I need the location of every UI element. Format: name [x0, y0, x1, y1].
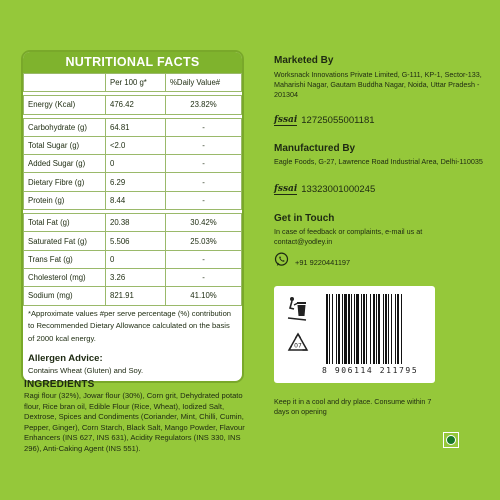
- nutrient-dv: -: [166, 250, 242, 268]
- nutrition-row: [24, 118, 242, 136]
- barcode-bar: [391, 294, 392, 364]
- veg-mark-icon: [443, 432, 459, 448]
- nutrition-header-row: [24, 74, 242, 92]
- barcode-bar: [332, 294, 333, 364]
- marketed-fssai: [274, 115, 375, 126]
- contact-phone-row: [274, 252, 350, 272]
- nutrient-value: 5.506: [106, 232, 166, 250]
- nutrient-dv: 23.82%: [166, 96, 242, 114]
- barcode-bar: [351, 294, 352, 364]
- recycle-code: 07: [294, 342, 302, 350]
- nutrient-dv: 25.03%: [166, 232, 242, 250]
- fssai-logo: fssai: [274, 183, 298, 194]
- nutrient-name: Saturated Fat (g): [24, 232, 106, 250]
- manufactured-fssai: [274, 184, 375, 195]
- nutrient-value: 6.29: [106, 173, 166, 191]
- bin-icon: [286, 296, 308, 327]
- nutrient-name: Cholesterol (mg): [24, 268, 106, 286]
- barcode-bar: [336, 294, 337, 364]
- nutrient-name: Dietary Fibre (g): [24, 173, 106, 191]
- header-cell: Per 100 g*: [106, 74, 166, 92]
- nutrient-dv: -: [166, 173, 242, 191]
- marketed-title: Marketed By: [274, 55, 334, 66]
- barcode-bar: [401, 294, 402, 364]
- manufactured-address: Eagle Foods, G-27, Lawrence Road Industrial Area, Delhi-110035: [274, 157, 483, 166]
- barcode-bar: [361, 294, 362, 364]
- nutrition-footnote: *Approximate values #per serve percentage (%) contribution to Recommended Dietary Allowance calculated on the basis of 2000 kcal energy.: [28, 308, 232, 344]
- barcode-box: [274, 286, 435, 383]
- nutrition-title: NUTRITIONAL FACTS: [23, 52, 242, 73]
- nutrient-value: 476.42: [106, 96, 166, 114]
- nutrient-value: 0: [106, 155, 166, 173]
- nutrient-value: <2.0: [106, 136, 166, 154]
- nutrient-dv: 41.10%: [166, 287, 242, 305]
- allergen-text: Contains Wheat (Gluten) and Soy.: [28, 365, 144, 375]
- nutrient-dv: -: [166, 268, 242, 286]
- barcode-bar: [366, 294, 367, 364]
- barcode-bar: [356, 294, 359, 364]
- recycle-icon: [286, 332, 310, 365]
- whatsapp-icon: [274, 252, 289, 272]
- nutrition-row: [24, 191, 242, 209]
- barcode-bar: [376, 294, 377, 364]
- barcode-bar: [388, 294, 389, 364]
- nutrient-value: 8.44: [106, 191, 166, 209]
- contact-title: Get in Touch: [274, 213, 335, 224]
- nutrient-name: Trans Fat (g): [24, 250, 106, 268]
- contact-phone: +91 9220441197: [295, 257, 351, 267]
- barcode-bar: [326, 294, 328, 364]
- nutrient-name: Sodium (mg): [24, 287, 106, 305]
- nutrient-dv: -: [166, 191, 242, 209]
- barcode-bar: [344, 294, 347, 364]
- marketed-address: Worksnack Innovations Private Limited, G-111, KP-1, Sector-133, Maharishi Nagar, Gautam Buddha Nagar, Noida, Uttar Pradesh - 201304: [274, 70, 482, 99]
- barcode-bar: [370, 294, 371, 364]
- barcode-bar: [348, 294, 350, 364]
- ingredients-title: INGREDIENTS: [24, 379, 95, 390]
- ingredients-text: Ragi flour (32%), Jowar flour (30%), Corn grit, Dehydrated potato flour, Rice bran oil, Edible Flour (Rice, Wheat), Iodized Salt, Dextrose, Spices and Condiments (Coriander, Mint, Chilli, Cumin, Pepper, Ginger), Corn Starch, Black Salt, Mango Powder, Flavour Enhancers (INS 627, INS 631), Acidity Regulators (INS 330, INS 296), Anti-Caking Agent (INS 551).: [24, 391, 245, 453]
- barcode-bar: [354, 294, 355, 364]
- header-cell: [24, 74, 106, 92]
- barcode-bar: [378, 294, 380, 364]
- nutrient-name: Energy (Kcal): [24, 96, 106, 114]
- barcode-bar: [397, 294, 399, 364]
- barcode-number: 8 906114 211795: [322, 366, 419, 375]
- nutrient-value: 0: [106, 250, 166, 268]
- barcode-bar: [342, 294, 343, 364]
- fssai-logo: fssai: [274, 114, 298, 125]
- veg-dot: [446, 435, 456, 445]
- nutrient-value: 20.38: [106, 214, 166, 232]
- nutrition-table: [23, 73, 242, 306]
- nutrition-row: [24, 268, 242, 286]
- nutrition-row: [24, 232, 242, 250]
- nutrition-row: [24, 250, 242, 268]
- barcode-bar: [373, 294, 375, 364]
- nutrient-dv: -: [166, 136, 242, 154]
- storage-instructions: Keep it in a cool and dry place. Consume within 7 days on opening: [274, 397, 432, 416]
- nutrient-dv: 30.42%: [166, 214, 242, 232]
- nutrient-name: Total Sugar (g): [24, 136, 106, 154]
- nutrient-name: Added Sugar (g): [24, 155, 106, 173]
- barcode-bar: [363, 294, 365, 364]
- fssai-license-number: 13323001000245: [301, 184, 376, 195]
- nutrition-panel: [21, 50, 244, 383]
- nutrient-value: 64.81: [106, 118, 166, 136]
- nutrition-row: [24, 173, 242, 191]
- nutrition-row: [24, 136, 242, 154]
- nutrient-name: Protein (g): [24, 191, 106, 209]
- header-cell: %Daily Value#: [166, 74, 242, 92]
- nutrient-dv: -: [166, 155, 242, 173]
- barcode-bar: [385, 294, 387, 364]
- nutrient-name: Carbohydrate (g): [24, 118, 106, 136]
- manufactured-title: Manufactured By: [274, 143, 356, 154]
- nutrient-value: 3.26: [106, 268, 166, 286]
- fssai-license-number: 12725055001181: [301, 115, 375, 126]
- nutrient-value: 821.91: [106, 287, 166, 305]
- barcode-bar: [395, 294, 396, 364]
- barcode-bar: [338, 294, 340, 364]
- nutrient-name: Total Fat (g): [24, 214, 106, 232]
- barcode-bar: [383, 294, 384, 364]
- barcode-bars: [326, 294, 430, 364]
- allergen-title: Allergen Advice:: [28, 352, 103, 364]
- nutrition-row: [24, 96, 242, 114]
- nutrition-row: [24, 287, 242, 305]
- barcode-bar: [329, 294, 330, 364]
- nutrition-row: [24, 214, 242, 232]
- contact-text: In case of feedback or complaints, e-mail us at contact@yodley.in: [274, 227, 423, 246]
- nutrition-row: [24, 155, 242, 173]
- nutrient-dv: -: [166, 118, 242, 136]
